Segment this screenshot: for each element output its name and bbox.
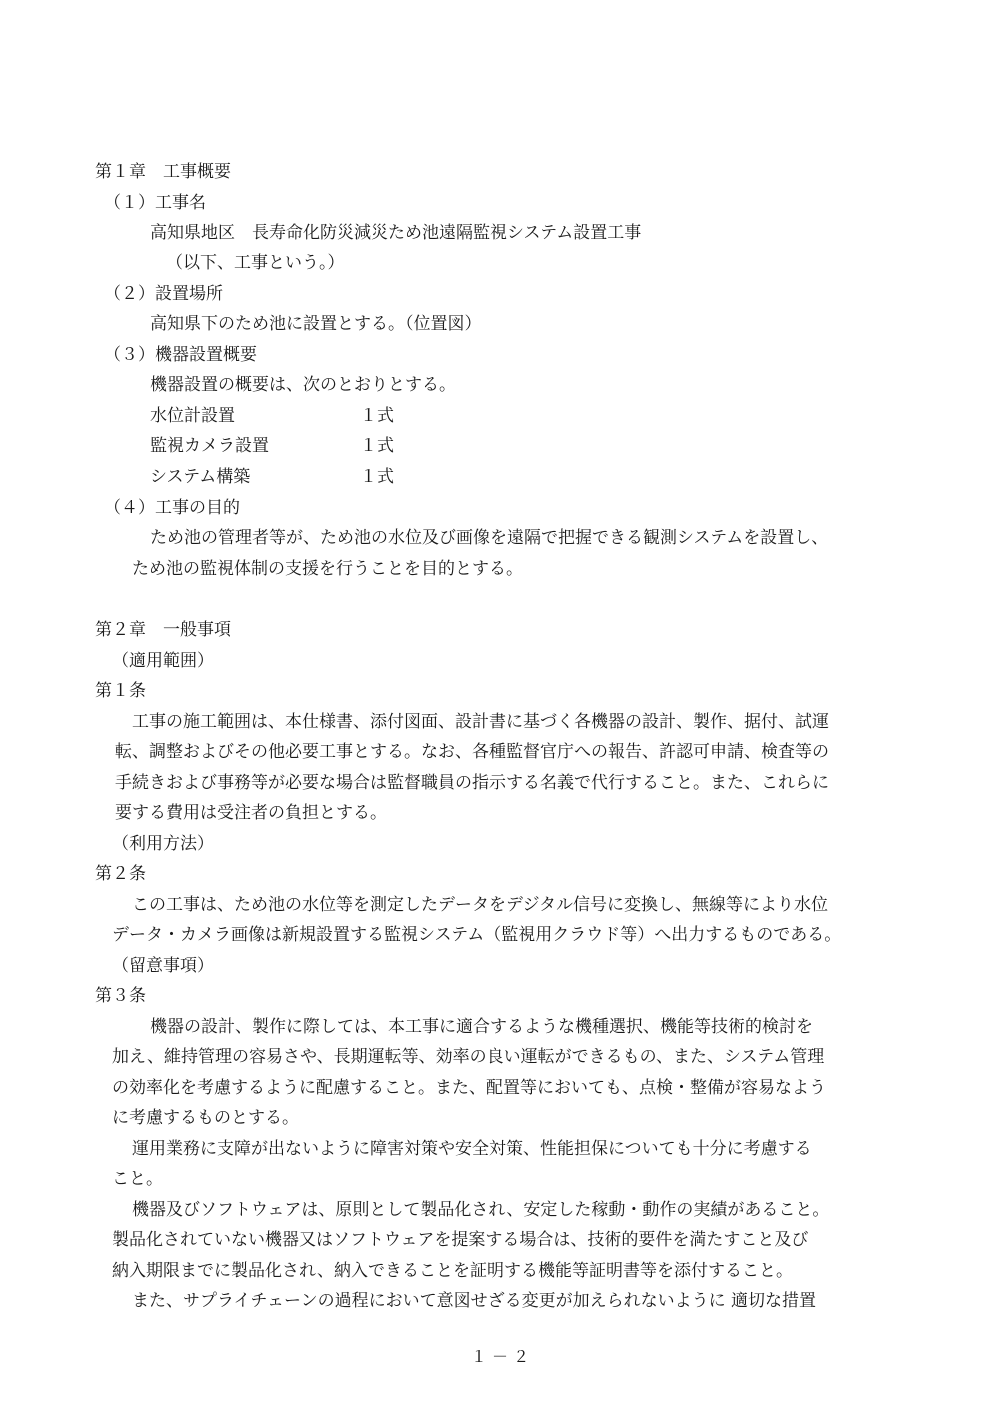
article2-line: データ・カメラ画像は新規設置する監視システム（監視用クラウド等）へ出力するものである。	[112, 925, 842, 945]
chapter2-title: 第２章 一般事項	[95, 620, 231, 640]
article3-label: 第３条	[95, 986, 146, 1006]
project-name: 高知県地区 長寿命化防災減災ため池遠隔監視システム設置工事	[150, 223, 642, 243]
article1-line: 要する費用は受注者の負担とする。	[115, 803, 387, 823]
article3-line: の効率化を考慮するように配慮すること。また、配置等においても、点検・整備が容易なよう	[112, 1078, 826, 1098]
article1-line: 手続きおよび事務等が必要な場合は監督職員の指示する名義で代行すること。また、これらに	[115, 773, 829, 793]
article3-caption: （留意事項）	[112, 956, 214, 976]
article3-line: 製品化されていない機器又はソフトウェアを提案する場合は、技術的要件を満たすこと及び	[112, 1230, 809, 1250]
article3-line: に考慮するものとする。	[112, 1108, 299, 1128]
article2-caption: （利用方法）	[112, 834, 214, 854]
section4-heading: （４）工事の目的	[104, 498, 240, 518]
section2-heading: （２）設置場所	[104, 284, 223, 304]
equipment-intro: 機器設置の概要は、次のとおりとする。	[150, 375, 456, 395]
purpose-line: ため池の監視体制の支援を行うことを目的とする。	[132, 559, 523, 579]
article3-line: 納入期限までに製品化され、納入できることを証明する機能等証明書等を添付すること。	[112, 1261, 794, 1281]
page-number: １ － ２	[470, 1347, 530, 1366]
equipment-item-label: システム構築	[150, 467, 251, 487]
chapter1-title: 第１章 工事概要	[95, 162, 231, 182]
section1-heading: （１）工事名	[104, 193, 206, 213]
equipment-item-label: 監視カメラ設置	[150, 436, 269, 456]
equipment-item-value: １式	[360, 406, 394, 426]
article2-label: 第２条	[95, 864, 146, 884]
article2-line: この工事は、ため池の水位等を測定したデータをデジタル信号に変換し、無線等により水位	[132, 895, 828, 915]
article3-line: 機器及びソフトウェアは、原則として製品化され、安定した稼動・動作の実績があること。	[132, 1200, 830, 1220]
article3-line: 加え、維持管理の容易さや、長期運転等、効率の良い運転ができるもの、また、システム管理	[112, 1047, 825, 1067]
article1-line: 転、調整およびその他必要工事とする。なお、各種監督官庁への報告、許認可申請、検査等の	[115, 742, 829, 762]
location-text: 高知県下のため池に設置とする。（位置図）	[150, 314, 482, 334]
article3-line: こと。	[112, 1169, 163, 1189]
article1-caption: （適用範囲）	[112, 651, 214, 671]
equipment-item-value: １式	[360, 436, 394, 456]
article3-line: また、サプライチェーンの過程において意図せざる変更が加えられないように 適切な措置	[132, 1291, 817, 1311]
equipment-item-value: １式	[360, 467, 394, 487]
project-name-note: （以下、工事という。）	[166, 253, 345, 273]
article1-label: 第１条	[95, 681, 146, 701]
article3-line: 運用業務に支障が出ないように障害対策や安全対策、性能担保についても十分に考慮する	[132, 1139, 812, 1159]
article3-line: 機器の設計、製作に際しては、本工事に適合するような機種選択、機能等技術的検討を	[150, 1017, 813, 1037]
section3-heading: （３）機器設置概要	[104, 345, 257, 365]
purpose-line: ため池の管理者等が、ため池の水位及び画像を遠隔で把握できる観測システムを設置し、	[150, 528, 829, 548]
article1-line: 工事の施工範囲は、本仕様書、添付図面、設計書に基づく各機器の設計、製作、据付、試運	[132, 712, 829, 732]
equipment-item-label: 水位計設置	[150, 406, 235, 426]
